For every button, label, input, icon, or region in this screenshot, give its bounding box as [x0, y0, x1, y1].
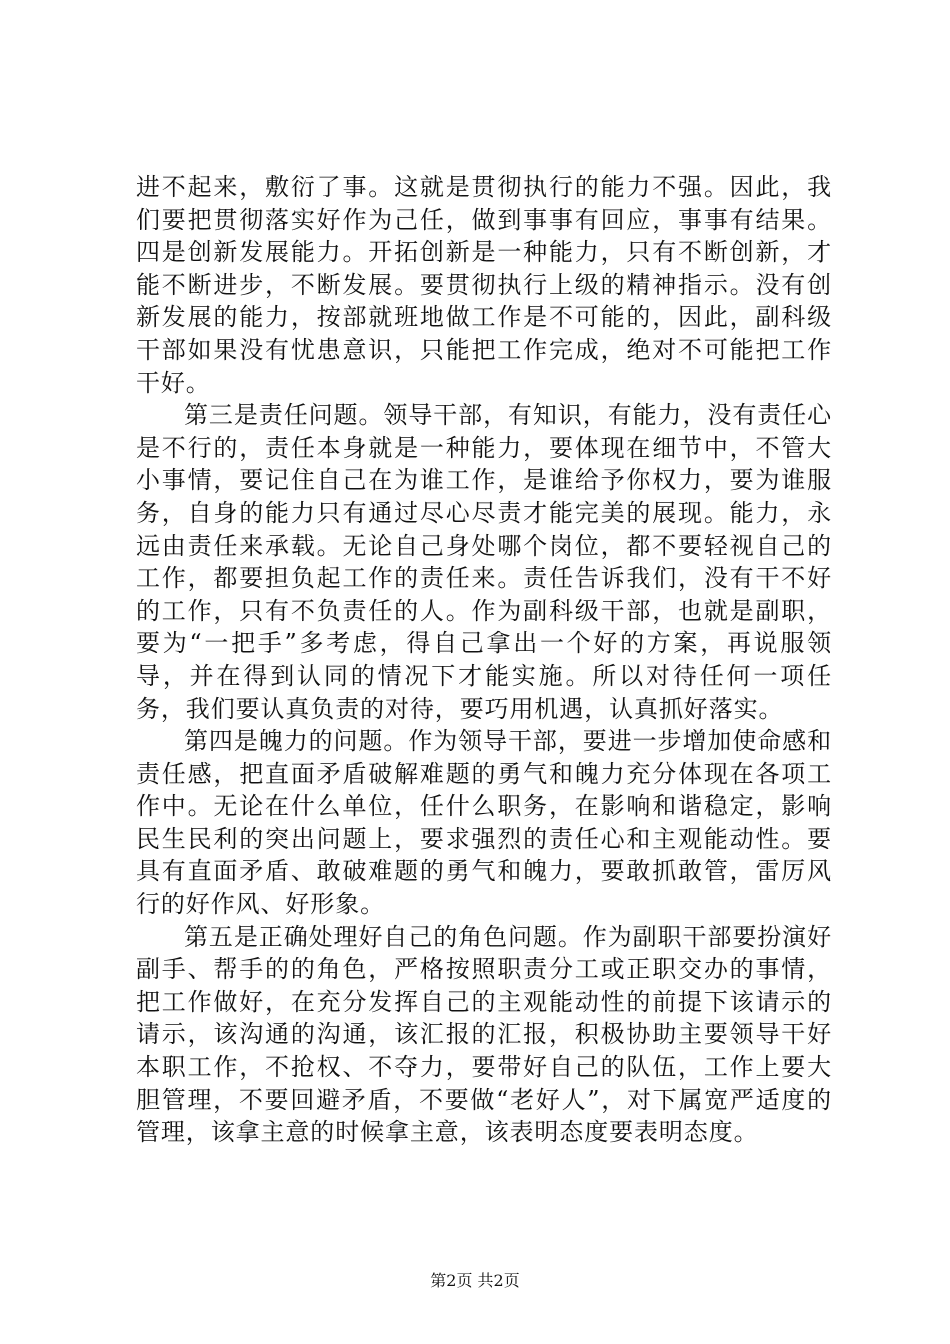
paragraph-1: 进不起来，敷衍了事。这就是贯彻执行的能力不强。因此，我们要把贯彻落实好作为己任，做到事事有回应，事事有结果。四是创新发展能力。开拓创新是一种能力，只有不断创新，才能不断进步，不断发展。要贯彻执行上级的精神指示。没有创新发展的能力，按部就班地做工作是不可能的，因此，副科级干部如果没有忧患意识，只能把工作完成，绝对不可能把工作干好。	[136, 173, 832, 397]
paragraph-4: 第五是正确处理好自己的角色问题。作为副职干部要扮演好副手、帮手的的角色，严格按照职责分工或正职交办的事情，把工作做好，在充分发挥自己的主观能动性的前提下该请示的请示，该沟通的沟通，该汇报的汇报，积极协助主要领导干好本职工作，不抢权、不夺力，要带好自己的队伍，工作上要大胆管理，不要回避矛盾，不要做“老好人”，对下属宽严适度的管理，该拿主意的时候拿主意，该表明态度要表明态度。	[136, 922, 832, 1147]
paragraph-2: 第三是责任问题。领导干部，有知识，有能力，没有责任心是不行的，责任本身就是一种能力，要体现在细节中，不管大小事情，要记住自己在为谁工作，是谁给予你权力，要为谁服务，自身的能力只有通过尽心尽责才能完美的展现。能力，永远由责任来承载。无论自己身处哪个岗位，都不要轻视自己的工作，都要担负起工作的责任来。责任告诉我们，没有干不好的工作，只有不负责任的人。作为副科级干部，也就是副职，要为“一把手”多考虑，得自己拿出一个好的方案，再说服领导，并在得到认同的情况下才能实施。所以对待任何一项任务，我们要认真负责的对待，要巧用机遇，认真抓好落实。	[136, 401, 832, 723]
page-footer: 第2页 共2页	[430, 1271, 520, 1290]
body-text	[136, 171, 832, 1149]
paragraph-3: 第四是魄力的问题。作为领导干部，要进一步增加使命感和责任感，把直面矛盾破解难题的勇气和魄力充分体现在各项工作中。无论在什么单位，任什么职务，在影响和谐稳定，影响民生民利的突出问题上，要求强烈的责任心和主观能动性。要具有直面矛盾、敢破难题的勇气和魄力，要敢抓敢管，雷厉风行的好作风、好形象。	[136, 727, 832, 919]
